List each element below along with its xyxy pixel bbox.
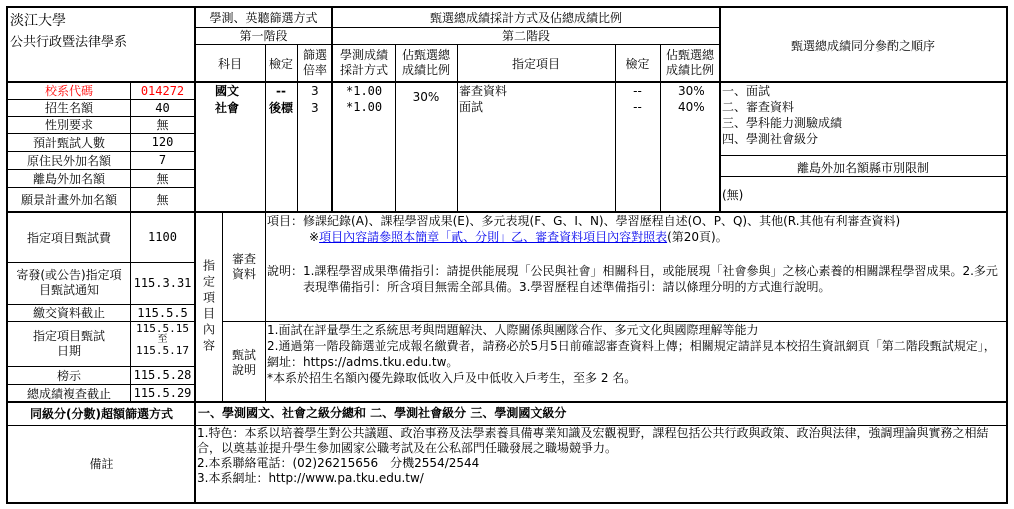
col-gsat-method-header: 學測成績採計方式	[339, 48, 388, 77]
schedule-value-release: 115.5.28	[133, 368, 192, 382]
remark-line: 1.特色：本系以培養學生對公共議題、政治事務及法學素養具備專業知識及宏觀視野，課程包括公共行政與政策、政治與法律，強調理論與實務之相結合，以奠基並提升學生參加國家公職考試及在公私部門任職發展之職場競爭力。	[197, 426, 989, 455]
remark-line: 2.本系聯絡電話：(02)26215656 分機2554/2544	[197, 456, 480, 470]
total-score-title: 甄選總成績採計方式及佔總成績比例	[429, 11, 622, 25]
divider	[720, 155, 1007, 156]
remark-line: 3.本系網址：http://www.pa.tku.edu.tw/	[197, 471, 424, 485]
info-label-island: 離島外加名額	[32, 171, 105, 186]
designated-content-label: 指定項目內容	[201, 259, 216, 355]
divider	[8, 116, 195, 117]
divider	[660, 44, 661, 212]
schedule-value-exam-date: 115.5.15 至 115.5.17	[136, 322, 189, 357]
divider	[297, 44, 298, 212]
schedule-value-review: 115.5.29	[133, 386, 192, 400]
divider	[8, 304, 195, 305]
divider	[8, 262, 195, 263]
stage2-item-2: 面試	[459, 100, 484, 114]
stage2-gsat-pct: 30%	[412, 90, 440, 104]
schedule-label-notice: 寄發(或公告)指定項目甄試通知	[16, 268, 122, 297]
department-name: 公共行政暨法律學系	[10, 35, 128, 49]
divider	[8, 187, 195, 188]
schedule-value-fee: 1100	[148, 230, 177, 244]
info-label-quota: 招生名額	[44, 101, 93, 115]
stage1-title: 第一階段	[239, 29, 288, 43]
divider	[8, 384, 195, 385]
schedule-label-exam-date: 指定項目甄試日期	[32, 328, 105, 358]
interview-line: 2.通過第一階段篩選並完成報名繳費者，請務必於5月5日前確認審查資料上傳；相關規定請詳見本校招生資訊網頁「第二階段甄試規定」，網址：https://adms.tku.edu.tw。	[267, 339, 996, 369]
stage1-ratio-2: 3	[311, 101, 319, 115]
divider	[8, 133, 195, 134]
stage2-gsat-method-2: *1.00	[346, 100, 383, 114]
border-bottom	[6, 502, 1008, 504]
info-value-gender: 無	[156, 118, 169, 132]
divider	[265, 212, 266, 402]
divider	[265, 44, 266, 212]
divider	[8, 151, 195, 152]
info-value-indigenous: 7	[158, 153, 167, 167]
schedule-value-notice: 115.3.31	[133, 276, 192, 290]
remarks-label: 備註	[89, 457, 114, 471]
divider	[130, 82, 131, 402]
divider	[6, 401, 1008, 403]
island-limit-value: (無)	[722, 188, 744, 202]
col-check-header: 檢定	[268, 56, 293, 71]
tie-order-title: 甄選總成績同分參酌之順序	[790, 38, 935, 53]
university-name: 淡江大學	[10, 13, 66, 28]
info-label-vision: 願景計畫外加名額	[20, 193, 117, 207]
divider	[8, 169, 195, 170]
tie-order-list	[722, 83, 1002, 153]
divider	[8, 99, 195, 100]
col-check2-header: 檢定	[625, 56, 650, 71]
review-desc-text: 1.課程學習成果準備指引：請提供能展現「公民與社會」相關科目，或能展現「社會參與」之核心素養的相關課程學習成果。2.多元表現準備指引：所含項目無需全部具備。3.學習歷程自述準備指引：請以條理分明的方式進行說明。	[303, 264, 998, 294]
screening-title: 學測、英聽篩選方式	[209, 11, 318, 25]
stage2-pct-2: 40%	[678, 100, 705, 114]
divider	[395, 44, 396, 212]
stage1-check-1: --	[276, 84, 286, 98]
stage1-subject-1: 國文	[215, 84, 240, 98]
stage1-subject-2: 社會	[215, 101, 240, 115]
review-description	[267, 263, 1004, 313]
stage2-item-1: 審查資料	[459, 84, 508, 98]
info-label-gender: 性別要求	[44, 118, 93, 132]
stage2-gsat-method-1: *1.00	[346, 84, 383, 98]
divider	[222, 321, 1007, 322]
tie-order-item: 二、審查資料	[722, 100, 795, 114]
schedule-label-review: 總成績複查截止	[26, 386, 111, 401]
info-label-indigenous: 原住民外加名額	[26, 153, 111, 168]
stage2-pct-1: 30%	[678, 84, 705, 98]
info-value-quota: 40	[155, 100, 170, 115]
stage2-check-2: --	[633, 100, 642, 114]
col-gsat-pct-header: 佔甄選總成績比例	[401, 48, 450, 77]
schedule-label-release: 榜示	[56, 368, 81, 383]
divider	[720, 176, 1007, 177]
info-value-expected: 120	[151, 135, 174, 149]
tie-break-value: 一、學測國文、社會之級分總和 二、學測社會級分 三、學測國文級分	[198, 406, 567, 420]
stage2-check-1: --	[633, 84, 642, 98]
schedule-value-submit: 115.5.5	[137, 305, 188, 320]
col-designated-header: 指定項目	[511, 56, 560, 71]
divider	[6, 211, 1008, 213]
divider	[719, 6, 721, 212]
tie-break-label: 同級分(分數)超額篩選方式	[30, 407, 173, 421]
review-items-prefix: 項目：	[267, 214, 304, 228]
info-value-vision: 無	[156, 193, 169, 207]
info-value-island: 無	[156, 171, 169, 186]
info-label-code: 校系代碼	[44, 84, 93, 98]
stage1-check-2: 後標	[268, 101, 293, 115]
info-label-expected: 預計甄試人數	[32, 135, 105, 150]
interview-label: 甄試說明	[231, 348, 256, 377]
note-mark: ※	[309, 230, 320, 244]
divider	[8, 425, 1007, 426]
interview-description	[267, 322, 1004, 400]
col-ratio-header: 篩選倍率	[302, 48, 327, 77]
note-suffix: (第20頁)。	[667, 230, 728, 244]
divider	[6, 81, 1008, 83]
interview-line: 1.面試在評量學生之系統思考與問題解決、人際關係與團隊合作、多元文化與國際理解等能力	[267, 323, 759, 337]
schedule-label-submit: 繳交資料截止	[32, 306, 105, 320]
remarks-content	[197, 426, 1004, 500]
info-value-code: 014272	[140, 83, 185, 98]
review-items	[267, 213, 1004, 253]
divider	[457, 44, 458, 212]
tie-order-item: 三、學科能力測驗成績	[722, 116, 843, 130]
col-pct2-header: 佔甄選總成績比例	[665, 48, 714, 77]
island-limit-title: 離島外加名額縣市別限制	[796, 160, 929, 175]
divider	[615, 44, 616, 212]
review-label: 審查資料	[231, 252, 256, 281]
divider	[331, 6, 333, 212]
border-top	[6, 6, 1008, 8]
tie-order-item: 四、學測社會級分	[722, 132, 819, 146]
interview-line: *本系於招生名額內優先錄取低收入戶及中低收入戶考生，至多 2 名。	[267, 371, 637, 385]
stage1-ratio-1: 3	[311, 84, 319, 98]
divider	[8, 321, 195, 322]
divider	[8, 366, 195, 367]
review-desc-prefix: 說明：	[267, 264, 304, 278]
stage2-title: 第二階段	[501, 29, 550, 43]
divider	[195, 27, 720, 28]
schedule-label-fee: 指定項目甄試費	[26, 230, 111, 245]
review-items-table-link[interactable]: 項目內容請參照本簡章「貳、分則」乙、審查資料項目內容對照表	[319, 230, 668, 244]
review-items-text: 修課紀錄(A)、課程學習成果(E)、多元表現(F、G、I、N)、學習歷程自述(O、P、Q)、其他(R.其他有利審查資料)	[303, 214, 901, 228]
col-subject-header: 科目	[217, 56, 242, 71]
divider	[222, 212, 223, 402]
tie-order-item: 一、面試	[722, 84, 771, 98]
